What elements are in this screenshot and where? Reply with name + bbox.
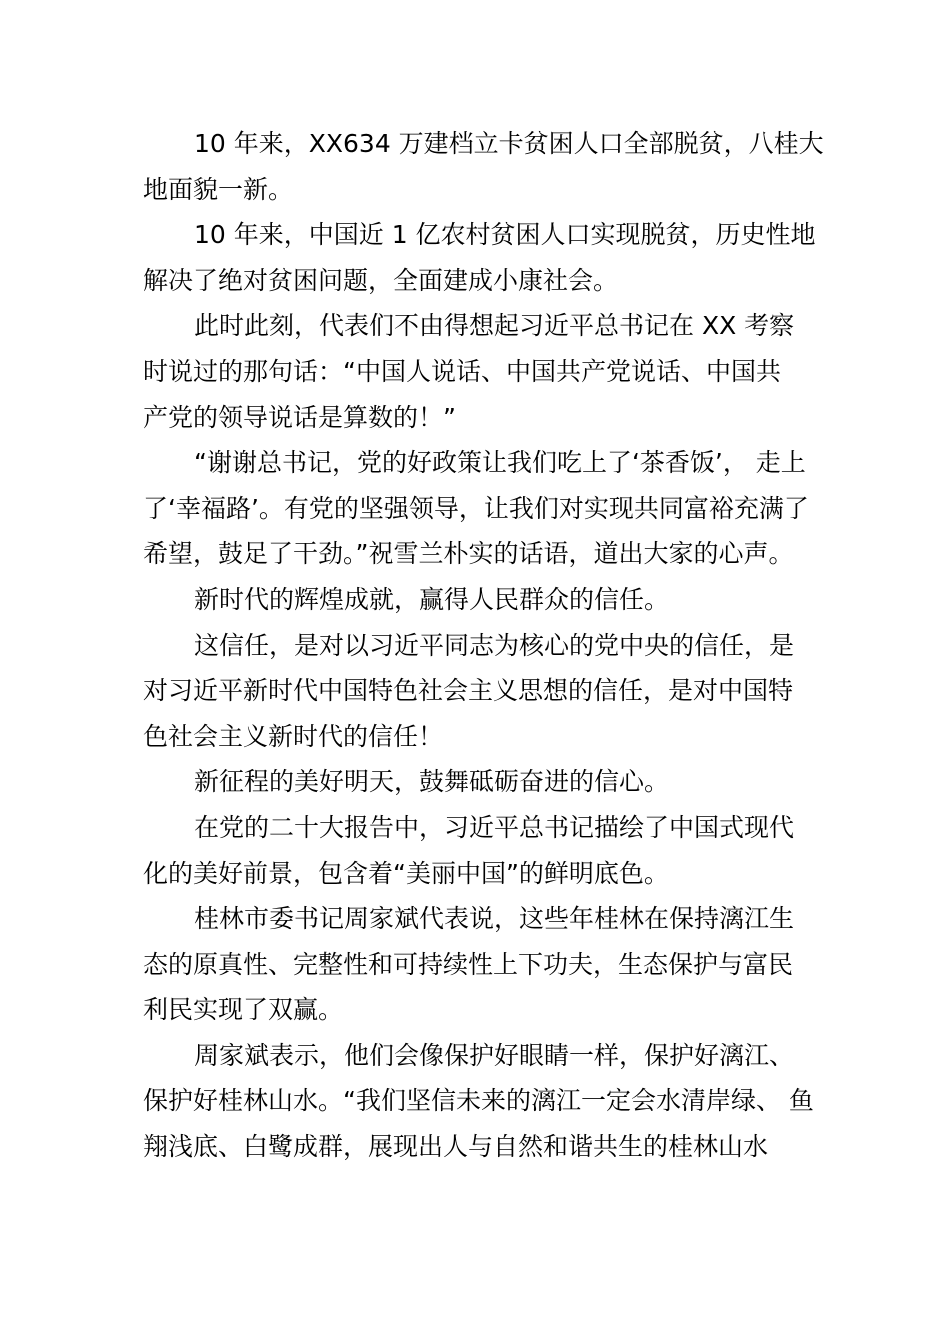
paragraph-10 [143,1033,823,1170]
text-line: 新征程的美好明天，鼓舞砥砺奋进的信心。 [194,767,670,797]
text-line: 化的美好前景，包含着“美丽中国”的鲜明底色。 [143,858,669,888]
text-line: 解决了绝对贫困问题，全面建成小康社会。 [143,265,619,295]
text-line: 这信任，是对以习近平同志为核心的党中央的信任，是 [194,630,795,660]
paragraph-8 [143,805,823,896]
text-line: 保护好桂林山水。“我们坚信未来的漓江一定会水清岸绿、 鱼 [143,1086,814,1116]
paragraph-4 [143,440,823,577]
text-line: 利民实现了双赢。 [143,995,344,1025]
text-line: 新时代的辉煌成就，赢得人民群众的信任。 [194,584,670,614]
paragraph-6 [143,623,823,760]
text-line: 在党的二十大报告中，习近平总书记描绘了中国式现代 [194,812,795,842]
paragraph-3 [143,303,823,440]
text-line: 产党的领导说话是算数的！” [143,402,456,432]
text-line: 对习近平新时代中国特色社会主义思想的信任，是对中国特 [143,676,794,706]
text-line: 桂林市委书记周家斌代表说，这些年桂林在保持漓江生 [194,904,795,934]
text-line: 地面貌一新。 [143,174,294,204]
text-line: 周家斌表示，他们会像保护好眼睛一样，保护好漓江、 [194,1040,795,1070]
paragraph-9 [143,896,823,1033]
body-text [143,121,823,1170]
paragraph-1 [143,121,823,212]
text-line: 10 年来，中国近 1 亿农村贫困人口实现脱贫，历史性地 [194,220,816,250]
text-line: “谢谢总书记，党的好政策让我们吃上了‘茶香饭’， 走上 [194,448,806,478]
paragraph-7 [143,759,823,805]
text-line: 翔浅底、白鹭成群，展现出人与自然和谐共生的桂林山水 [143,1132,769,1162]
text-line: 时说过的那句话：“中国人说话、中国共产党说话、中国共 [143,356,781,386]
text-line: 色社会主义新时代的信任！ [143,721,444,751]
text-line: 此时此刻，代表们不由得想起习近平总书记在 XX 考察 [194,311,795,341]
text-line: 了‘幸福路’。有党的坚强领导，让我们对实现共同富裕充满了 [143,493,809,523]
text-line: 希望，鼓足了干劲。”祝雪兰朴实的话语，道出大家的心声。 [143,539,794,569]
paragraph-5 [143,577,823,623]
text-line: 态的原真性、完整性和可持续性上下功夫，生态保护与富民 [143,949,794,979]
text-line: 10 年来，XX634 万建档立卡贫困人口全部脱贫，八桂大 [194,129,824,158]
paragraph-2 [143,212,823,303]
